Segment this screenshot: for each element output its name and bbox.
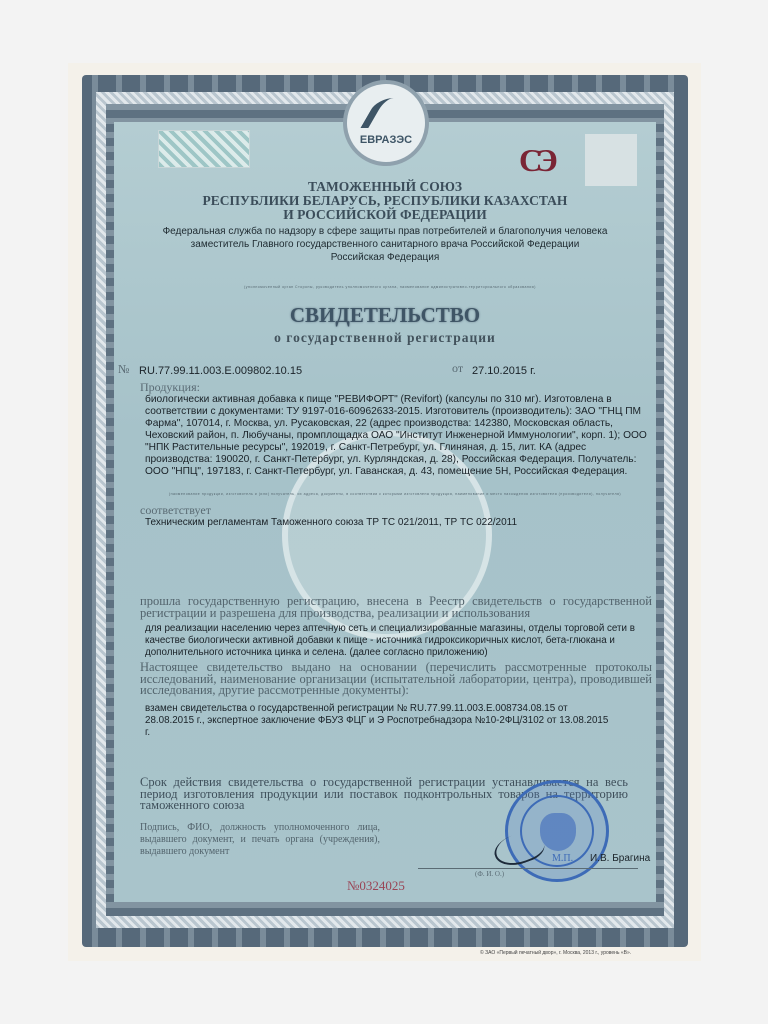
registration-text: прошла государственную регистрацию, внесена в Реестр свидетельств о государственной регистрации и разрешена для производства, реализации и использования (140, 594, 652, 620)
eagle-emblem-icon (540, 813, 576, 851)
hologram (158, 130, 250, 168)
conformity-text: Техническим регламентам Таможенного союза ТР ТС 021/2011, ТР ТС 022/2011 (145, 517, 518, 528)
header-line-2: РЕСПУБЛИКИ БЕЛАРУСЬ, РЕСПУБЛИКИ КАЗАХСТАН (202, 193, 568, 208)
authority-line-3: Российская Федерация (330, 252, 440, 263)
usage-text: для реализации населению через аптечную сеть и специализированные магазины, отделы торговой сети в качестве биологически активной добавки к пище - источника гидроксикоричных кислот, бета-глюкана и дополнительного источника цинка и селена. (далее согласно приложению) (145, 623, 635, 658)
registration-section (140, 596, 652, 739)
stamp-mark: М.П. (552, 853, 574, 864)
header-line-1: ТАМОЖЕННЫЙ СОЮЗ (307, 179, 463, 194)
signatory-name: И.В. Брагина (590, 853, 651, 864)
certificate-subtitle: о государственной регистрации (274, 330, 496, 345)
signature-caption: (Ф. И. О.) (475, 870, 505, 878)
logo-text: ЕВРАЗЭС (359, 134, 413, 146)
printer-footer: © ЗАО «Первый печатный двор», г. Москва, 2013 г., уровень «В». (480, 950, 632, 956)
number-label: № (118, 362, 130, 376)
authority-line-2: заместитель Главного государственного санитарного врача Российской Федерации (190, 239, 580, 250)
conformity-label: соответствует (140, 503, 211, 517)
certificate-title: СВИДЕТЕЛЬСТВО (289, 303, 481, 327)
basis-text: Настоящее свидетельство выдано на основании (перечислить рассмотренные протоколы исследований, наименование организации (испытательной лаборатории, центра), проводившей исследования, другие рассмотренные документы): (140, 660, 652, 697)
official-stamp (505, 780, 609, 882)
date-label: от (452, 361, 464, 375)
evrazes-logo (343, 80, 429, 166)
product-section (140, 380, 650, 529)
se-mark-icon: СЭ (519, 142, 552, 178)
authority-caption: (уполномоченный орган Стороны, руководитель уполномоченного органа, наименование административно-территориального образования) (244, 285, 536, 289)
product-label: Продукция: (140, 380, 200, 394)
header-line-3: И РОССИЙСКОЙ ФЕДЕРАЦИИ (283, 207, 487, 222)
registration-date: 27.10.2015 г. (472, 365, 536, 377)
registration-number: RU.77.99.11.003.Е.009802.10.15 (139, 365, 303, 377)
signature-line (418, 868, 638, 869)
serial-number: №0324025 (347, 878, 405, 893)
product-caption: (наименование продукции, изготовитель и (или) получатель, их адреса, документы, в соответствии с которыми изготовлена продукция, наименование и место нахождения изготовителя (производителя), получателя) (168, 492, 622, 496)
security-square (585, 134, 637, 186)
basis-value: взамен свидетельства о государственной регистрации № RU.77.99.11.003.Е.008734.08.15 от 28.08.2015 г., экспертное заключение ФБУЗ ФЦГ и Э Роспотребнадзора №10-2ФЦ/3102 от 13.08.2015 г. (145, 702, 609, 738)
bird-icon (360, 98, 417, 128)
validity-text: Срок действия свидетельства о государственной регистрации устанавливается на весь период изготовления продукции или поставок подконтрольных товаров на территорию таможенного союза (140, 775, 628, 812)
signature-label: Подпись, ФИО, должность уполномоченного лица, выдавшего документ, и печать органа (учреждения), выдавшего документ (140, 822, 380, 857)
product-text: биологически активная добавка к пище "РЕВИФОРТ" (Revifort) (капсулы по 310 мг). Изготовлена в соответствии с документами: ТУ 9197-016-60962633-2015. Изготовитель (производитель): ЗАО "ГНЦ ПМ Фарма", 107014, г. Москва, ул. Русаковская, 22 (адрес производства: 142380, Московская область, Чеховский район, п. Любучаны, промплощадка ОАО "Институт Инженерной Иммунологии", корп. 1); ООО "НПК Растительные ресурсы", 192019, г. Санкт-Петребург, ул. Глиняная, д. 15, лит. КА (адрес производства: 190020, г. Санкт-Петербург, ул. Курляндская, д. 28), Российская Федерация. Получатель: ООО "НПЦ", 197183, г. Санкт-Петербург, ул. Гаванская, д. 43, помещение 5Н, Российская Федерация. (145, 394, 647, 477)
authority-line-1: Федеральная служба по надзору в сфере защиты прав потребителей и благополучия человека (162, 226, 608, 237)
